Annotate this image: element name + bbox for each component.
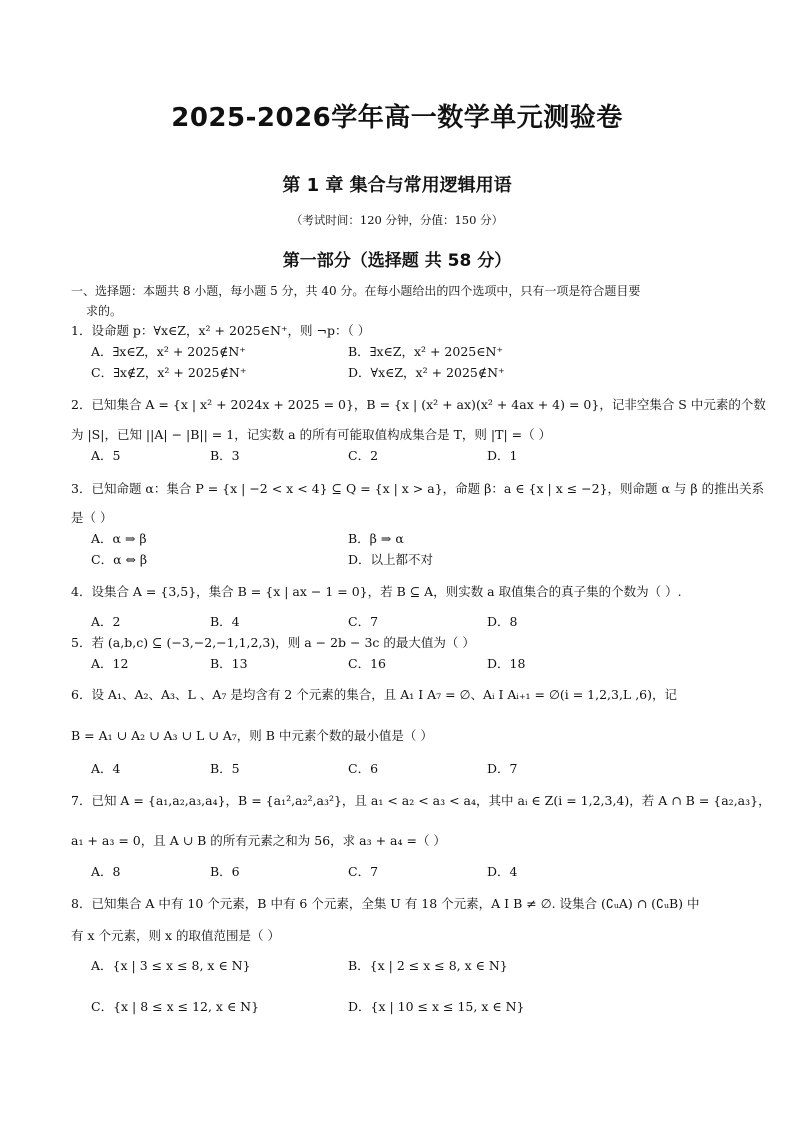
option-a: A．2 — [91, 614, 121, 629]
part-title: 第一部分（选择题 共 58 分） — [282, 251, 512, 271]
question-text: 3．已知命题 α：集合 P = {x | −2 < x < 4} ⊆ Q = {x | x > a}，命题 β：a ∈ {x | x ≤ −2}，则命题 α 与 β 的推出关系 — [71, 481, 765, 496]
option-c: C．7 — [348, 614, 379, 629]
option-c: C．16 — [348, 656, 386, 671]
option-a: A．α ⇒ β — [91, 531, 147, 546]
option-d: D．7 — [487, 761, 518, 776]
question-text-continued: 是（ ） — [71, 510, 113, 525]
question-text: 6．设 A₁、A₂、A₃、L 、A₇ 是均含有 2 个元素的集合，且 A₁ I A₇ = ∅、Aᵢ I Aᵢ₊₁ = ∅(i = 1,2,3,L ,6)，记 — [71, 687, 678, 702]
option-a: A．{x | 3 ≤ x ≤ 8, x ∈ N} — [91, 958, 251, 973]
option-d: D．以上都不对 — [348, 552, 434, 567]
option-a: A．4 — [91, 761, 121, 776]
option-a: A．8 — [91, 864, 121, 879]
option-c: C．{x | 8 ≤ x ≤ 12, x ∈ N} — [91, 999, 260, 1014]
instructions-line-2: 求的。 — [86, 304, 123, 318]
option-c: C．7 — [348, 864, 379, 879]
option-d: D．4 — [487, 864, 518, 879]
question-text-continued: 为 |S|，已知 ||A| − |B|| = 1，记实数 a 的所有可能取值构成集合是 T，则 |T| =（ ） — [71, 427, 552, 442]
question-text-continued: B = A₁ ∪ A₂ ∪ A₃ ∪ L ∪ A₇，则 B 中元素个数的最小值是（ ） — [71, 728, 433, 743]
option-a: A．12 — [91, 656, 129, 671]
question-text: 2．已知集合 A = {x | x² + 2024x + 2025 = 0}，B = {x | (x² + ax)(x² + 4ax + 4) = 0}，记非空集合 S 中元素的个数 — [71, 397, 766, 412]
question-text-continued: a₁ + a₃ = 0，且 A ∪ B 的所有元素之和为 56，求 a₃ + a₄ =（ ） — [71, 833, 446, 848]
option-b: B．3 — [210, 448, 240, 463]
option-b: B．∃x∈Z，x² + 2025∈N⁺ — [348, 344, 504, 359]
option-c: C．α ⇔ β — [91, 552, 148, 567]
option-d: D．8 — [487, 614, 518, 629]
page-title: 2025-2026学年高一数学单元测验卷 — [171, 103, 623, 133]
option-b: B．6 — [210, 864, 240, 879]
option-b: B．4 — [210, 614, 240, 629]
option-b: B．5 — [210, 761, 240, 776]
chapter-title: 第 1 章 集合与常用逻辑用语 — [282, 175, 512, 196]
option-a: A．∃x∈Z，x² + 2025∉N⁺ — [91, 344, 246, 359]
option-c: C．∃x∉Z，x² + 2025∉N⁺ — [91, 365, 247, 380]
option-d: D．1 — [487, 448, 518, 463]
question-text: 4．设集合 A = {3,5}，集合 B = {x | ax − 1 = 0}，若 B ⊆ A，则实数 a 取值集合的真子集的个数为（ ）. — [71, 584, 682, 599]
question-text-continued: 有 x 个元素，则 x 的取值范围是（ ） — [71, 928, 280, 943]
option-d: D．{x | 10 ≤ x ≤ 15, x ∈ N} — [348, 999, 525, 1014]
option-b: B．13 — [210, 656, 248, 671]
option-c: C．2 — [348, 448, 379, 463]
option-d: D．18 — [487, 656, 526, 671]
instructions-line-1: 一、选择题：本题共 8 小题，每小题 5 分，共 40 分。在每小题给出的四个选项中，只有一项是符合题目要 — [71, 284, 641, 298]
question-text: 8．已知集合 A 中有 10 个元素，B 中有 6 个元素，全集 U 有 18 个元素，A I B ≠ ∅. 设集合 (∁ᵤA) ∩ (∁ᵤB) 中 — [71, 896, 700, 911]
question-text: 7．已知 A = {a₁,a₂,a₃,a₄}，B = {a₁²,a₂²,a₃²}，且 a₁ < a₂ < a₃ < a₄，其中 aᵢ ∈ Z(i = 1,2,3,4)，若 A ∩ B = {a₂,a₃}， — [71, 793, 771, 808]
option-a: A．5 — [91, 448, 121, 463]
exam-info: （考试时间：120 分钟，分值：150 分） — [290, 213, 504, 227]
option-b: B．{x | 2 ≤ x ≤ 8, x ∈ N} — [348, 958, 508, 973]
question-text: 5．若 (a,b,c) ⊆ (−3,−2,−1,1,2,3)，则 a − 2b − 3c 的最大值为（ ） — [71, 635, 475, 650]
option-b: B．β ⇒ α — [348, 531, 404, 546]
option-c: C．6 — [348, 761, 379, 776]
option-d: D．∀x∈Z，x² + 2025∉N⁺ — [348, 365, 505, 380]
question-text: 1．设命题 p：∀x∈Z，x² + 2025∈N⁺，则 ¬p：（ ） — [71, 323, 371, 338]
